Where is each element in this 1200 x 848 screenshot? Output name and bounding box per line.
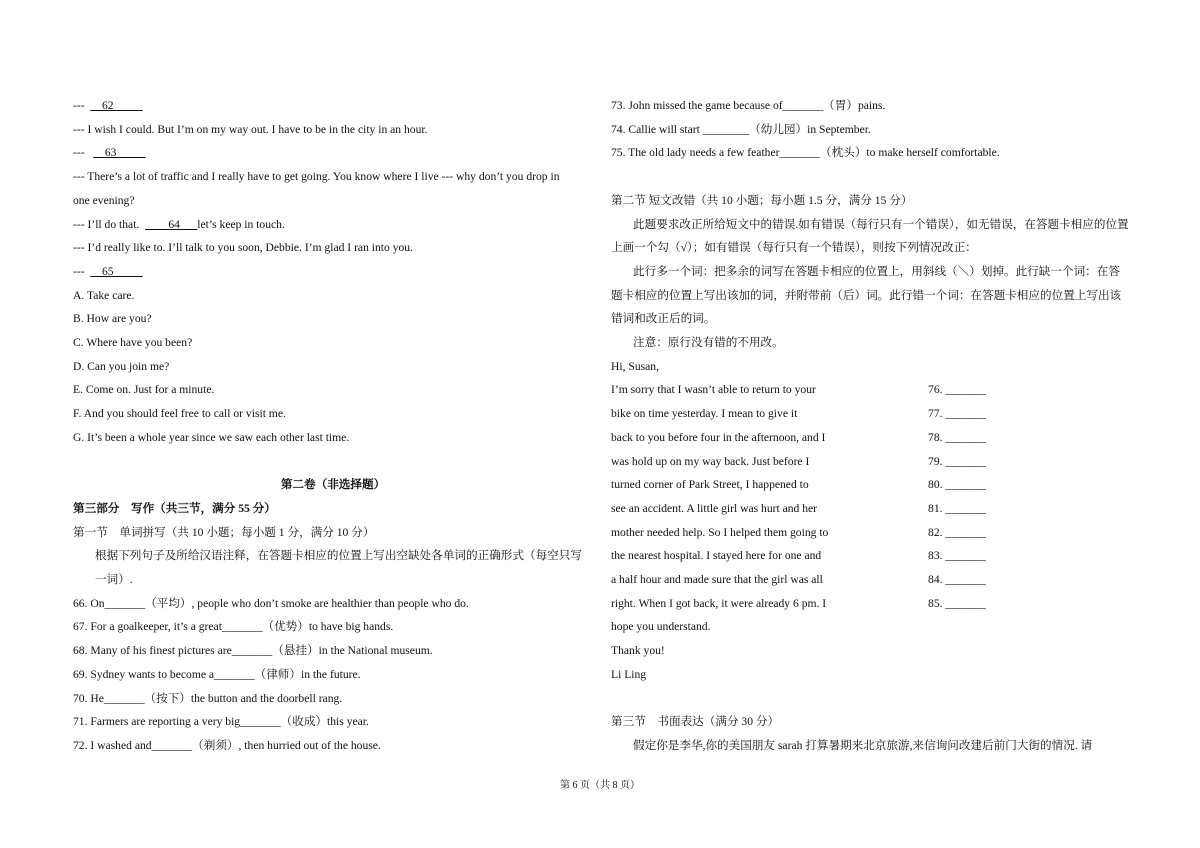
answer-blank: 81. _______ bbox=[928, 501, 986, 515]
item-72: 72. I washed and_______（剃须）, then hurried out of the house. bbox=[73, 738, 381, 752]
dialogue-line-62: --- __62_____ bbox=[73, 99, 143, 112]
option-d: D. Can you join me? bbox=[73, 359, 170, 373]
option-b: B. How are you? bbox=[73, 312, 152, 326]
letter-text: bike on time yesterday. I mean to give it bbox=[611, 407, 798, 421]
letter-text: back to you before four in the afternoon, and I bbox=[611, 430, 826, 444]
item-74: 74. Callie will start ________（幼儿园）in September. bbox=[611, 122, 871, 136]
letter-line-76 bbox=[611, 378, 1131, 402]
dialogue-line: --- There’s a lot of traffic and I really have to get going. You know where I live --- why don’t you drop in bbox=[73, 170, 560, 184]
item-67: 67. For a goalkeeper, it’s a great_______（优势）to have big hands. bbox=[73, 620, 394, 634]
section2-instruction-1: 此题要求改正所给短文中的错误.如有错误（每行只有一个错误），如无错误，在答题卡相应的位置上画一个勾（√）；如有错误（每行只有一个错误），则按下列情况改正： bbox=[611, 217, 1129, 255]
letter-text: a half hour and made sure that the girl was all bbox=[611, 573, 823, 587]
answer-blank: 78. _______ bbox=[928, 430, 986, 444]
dialogue-line-65: --- __65_____ bbox=[73, 264, 143, 278]
section1-instruction-text: 根据下列句子及所给汉语注释，在答题卡相应的位置上写出空缺处各单词的正确形式（每空只写一词）. bbox=[95, 549, 582, 587]
letter-text: see an accident. A little girl was hurt and her bbox=[611, 501, 818, 515]
option-g: G. It’s been a whole year since we saw each other last time. bbox=[73, 430, 350, 444]
letter-thanks: Thank you! bbox=[611, 644, 665, 658]
letter-line-81 bbox=[611, 497, 1131, 521]
dialogue-line: --- I’d really like to. I’ll talk to you soon, Debbie. I’m glad I ran into you. bbox=[73, 241, 413, 255]
letter-text: I’m sorry that I wasn’t able to return to your bbox=[611, 383, 816, 397]
letter-text: turned corner of Park Street, I happened to bbox=[611, 478, 809, 492]
letter-text: the nearest hospital. I stayed here for one and bbox=[611, 549, 822, 563]
answer-blank: 77. _______ bbox=[928, 407, 986, 421]
letter-text: right. When I got back, it were already 6 pm. I bbox=[611, 596, 827, 610]
item-70: 70. He_______（按下）the button and the doorbell rang. bbox=[73, 691, 343, 705]
section2-instruction-2: 此行多一个词：把多余的词写在答题卡相应的位置上，用斜线（＼）划掉。此行缺一个词：在答题卡相应的位置上写出该加的词，并附带前（后）词。此行错一个词：在答题卡相应的位置上写出该错词和改正后的词。 bbox=[611, 264, 1122, 326]
dialogue-line-64: --- I’ll do that. ____64___let’s keep in touch. bbox=[73, 217, 285, 231]
volume-title: 第二卷（非选择题） bbox=[280, 478, 386, 492]
left-column bbox=[73, 94, 593, 758]
letter-signature: Li Ling bbox=[611, 667, 647, 681]
letter-line-83 bbox=[611, 544, 1131, 568]
right-column bbox=[611, 94, 1131, 758]
option-f: F. And you should feel free to call or visit me. bbox=[73, 407, 286, 421]
item-66: 66. On_______（平均）, people who don’t smoke are healthier than people who do. bbox=[73, 596, 469, 610]
letter-line-84 bbox=[611, 568, 1131, 592]
item-69: 69. Sydney wants to become a_______（律师）in the future. bbox=[73, 667, 361, 681]
dialogue-line: one evening? bbox=[73, 193, 135, 207]
letter-line-79 bbox=[611, 450, 1131, 474]
letter-line-82 bbox=[611, 521, 1131, 545]
letter-line-78 bbox=[611, 426, 1131, 450]
section3-title: 第三节 书面表达（满分 30 分） bbox=[611, 715, 780, 729]
letter-line-80 bbox=[611, 473, 1131, 497]
answer-blank: 82. _______ bbox=[928, 525, 986, 539]
dialogue-line-63: --- __63_____ bbox=[73, 146, 146, 160]
letter-greeting: Hi, Susan, bbox=[611, 359, 659, 373]
item-75: 75. The old lady needs a few feather_______（枕头）to make herself comfortable. bbox=[611, 146, 1000, 160]
section1-instruction bbox=[73, 544, 593, 591]
option-c: C. Where have you been? bbox=[73, 336, 193, 350]
letter-closing: hope you understand. bbox=[611, 620, 711, 634]
dialogue-line: --- I wish I could. But I’m on my way out. I have to be in the city in an hour. bbox=[73, 122, 428, 136]
letter-text: was hold up on my way back. Just before I bbox=[611, 454, 810, 468]
section3-instruction: 假定你是李华,你的美国朋友 sarah 打算暑期来北京旅游,来信询问改建后前门大街的情况. 请 bbox=[633, 738, 1093, 752]
item-68: 68. Many of his finest pictures are_______（悬挂）in the National museum. bbox=[73, 644, 433, 658]
answer-blank: 83. _______ bbox=[928, 549, 986, 563]
item-71: 71. Farmers are reporting a very big_______（收成）this year. bbox=[73, 715, 369, 729]
answer-blank: 84. _______ bbox=[928, 573, 986, 587]
section2-note: 注意：原行没有错的不用改。 bbox=[633, 336, 784, 350]
answer-blank: 85. _______ bbox=[928, 596, 986, 610]
section1-title: 第一节 单词拼写（共 10 小题；每小题 1 分，满分 10 分） bbox=[73, 525, 375, 539]
page-footer: 第 6 页（共 8 页） bbox=[560, 780, 640, 791]
item-73: 73. John missed the game because of_______（胃）pains. bbox=[611, 99, 886, 112]
letter-line-85 bbox=[611, 592, 1131, 616]
option-e: E. Come on. Just for a minute. bbox=[73, 383, 215, 397]
part-title: 第三部分 写作（共三节，满分 55 分） bbox=[73, 501, 276, 515]
answer-blank: 80. _______ bbox=[928, 478, 986, 492]
option-a: A. Take care. bbox=[73, 288, 135, 302]
answer-blank: 76. _______ bbox=[928, 383, 986, 397]
letter-text: mother needed help. So I helped them going to bbox=[611, 525, 829, 539]
letter-line-77 bbox=[611, 402, 1131, 426]
answer-blank: 79. _______ bbox=[928, 454, 986, 468]
section2-title: 第二节 短文改错（共 10 小题；每小题 1.5 分，满分 15 分） bbox=[611, 193, 913, 207]
